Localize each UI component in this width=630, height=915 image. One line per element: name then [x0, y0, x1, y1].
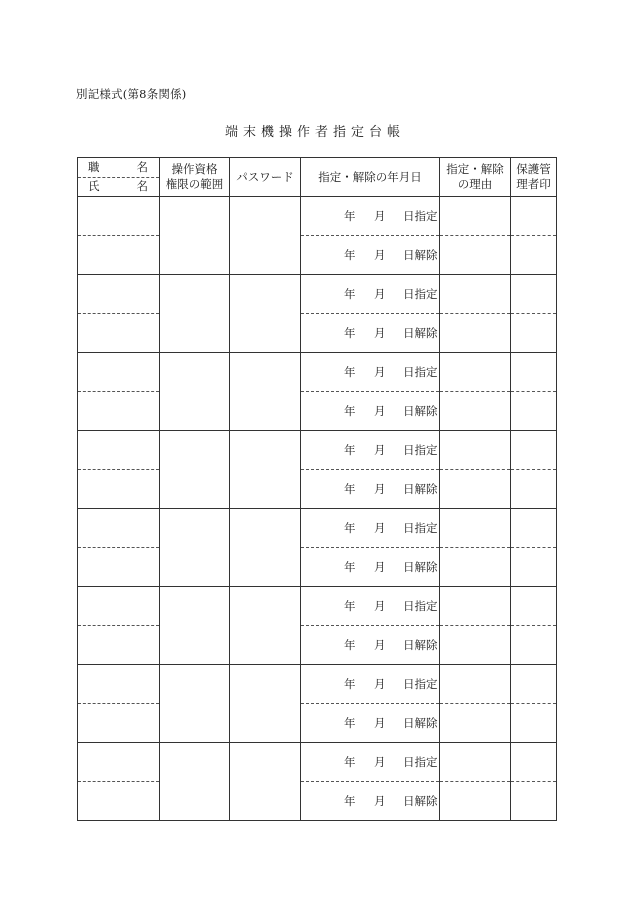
year-label: 年: [344, 482, 356, 496]
year-label: 年: [344, 599, 356, 613]
release-reason-cell[interactable]: [440, 314, 511, 353]
month-label: 月: [374, 521, 386, 535]
designate-day-label: 日指定: [403, 599, 438, 613]
year-label: 年: [344, 716, 356, 730]
password-cell[interactable]: [230, 431, 301, 509]
year-label: 年: [344, 755, 356, 769]
job-title-cell[interactable]: [78, 431, 160, 470]
name-cell[interactable]: [78, 314, 160, 353]
operation-qualification-cell[interactable]: [160, 743, 230, 821]
designate-date-cell[interactable]: [301, 509, 440, 548]
release-day-label: 日解除: [403, 638, 438, 652]
release-seal-cell[interactable]: [511, 392, 557, 431]
form-reference: 別記様式(第8条関係): [76, 87, 187, 101]
release-day-label: 日解除: [403, 404, 438, 418]
designate-seal-cell[interactable]: [511, 587, 557, 626]
release-seal-cell[interactable]: [511, 626, 557, 665]
entry-row-release: [78, 782, 557, 821]
release-seal-cell[interactable]: [511, 704, 557, 743]
year-label: 年: [344, 287, 356, 301]
designate-date-cell[interactable]: [301, 431, 440, 470]
header-reason-line2: の理由: [457, 177, 493, 191]
month-label: 月: [374, 560, 386, 574]
entry-row-release: [78, 236, 557, 275]
job-title-cell[interactable]: [78, 665, 160, 704]
job-title-cell[interactable]: [78, 587, 160, 626]
password-cell[interactable]: [230, 353, 301, 431]
release-reason-cell[interactable]: [440, 392, 511, 431]
operator-ledger-table: [77, 157, 557, 821]
designate-reason-cell[interactable]: [440, 275, 511, 314]
header-reason: [440, 158, 511, 197]
release-date-cell[interactable]: [301, 548, 440, 587]
year-label: 年: [344, 365, 356, 379]
month-label: 月: [374, 716, 386, 730]
name-cell[interactable]: [78, 548, 160, 587]
month-label: 月: [374, 326, 386, 340]
operation-qualification-cell[interactable]: [160, 665, 230, 743]
operation-qualification-cell[interactable]: [160, 587, 230, 665]
year-label: 年: [344, 404, 356, 418]
header-manager-seal-line2: 理者印: [516, 177, 551, 191]
entry-row-designate: [78, 743, 557, 782]
entry-row-release: [78, 704, 557, 743]
entry-row-release: [78, 392, 557, 431]
release-day-label: 日解除: [403, 716, 438, 730]
designate-reason-cell[interactable]: [440, 431, 511, 470]
header-manager-seal: [511, 158, 557, 197]
release-day-label: 日解除: [403, 482, 438, 496]
release-day-label: 日解除: [403, 794, 438, 808]
month-label: 月: [374, 365, 386, 379]
header-date: [301, 158, 440, 197]
release-seal-cell[interactable]: [511, 314, 557, 353]
release-reason-cell[interactable]: [440, 704, 511, 743]
entry-row-designate: [78, 587, 557, 626]
month-label: 月: [374, 443, 386, 457]
name-cell[interactable]: [78, 782, 160, 821]
header-name-char1: 氏: [88, 179, 100, 194]
entry-row-designate: [78, 275, 557, 314]
year-label: 年: [344, 521, 356, 535]
designate-date-cell[interactable]: [301, 275, 440, 314]
password-cell[interactable]: [230, 665, 301, 743]
name-cell[interactable]: [78, 236, 160, 275]
designate-reason-cell[interactable]: [440, 197, 511, 236]
entry-row-release: [78, 548, 557, 587]
name-cell[interactable]: [78, 392, 160, 431]
month-label: 月: [374, 404, 386, 418]
operation-qualification-cell[interactable]: [160, 509, 230, 587]
designate-reason-cell[interactable]: [440, 353, 511, 392]
month-label: 月: [374, 482, 386, 496]
header-job-name: [78, 158, 160, 197]
release-seal-cell[interactable]: [511, 548, 557, 587]
entry-row-designate: [78, 665, 557, 704]
release-day-label: 日解除: [403, 326, 438, 340]
designate-reason-cell[interactable]: [440, 587, 511, 626]
designate-seal-cell[interactable]: [511, 743, 557, 782]
job-title-cell[interactable]: [78, 275, 160, 314]
operation-qualification-cell[interactable]: [160, 431, 230, 509]
designate-day-label: 日指定: [403, 365, 438, 379]
release-date-cell[interactable]: [301, 392, 440, 431]
year-label: 年: [344, 677, 356, 691]
header-manager-seal-line1: 保護管: [516, 162, 551, 176]
job-title-cell[interactable]: [78, 509, 160, 548]
entry-row-designate: [78, 431, 557, 470]
release-seal-cell[interactable]: [511, 470, 557, 509]
release-date-cell[interactable]: [301, 704, 440, 743]
month-label: 月: [374, 755, 386, 769]
release-day-label: 日解除: [403, 248, 438, 262]
entry-row-release: [78, 626, 557, 665]
header-reason-line1: 指定・解除: [446, 162, 504, 176]
header-date-label: 指定・解除の年月日: [318, 169, 422, 184]
password-cell[interactable]: [230, 587, 301, 665]
year-label: 年: [344, 443, 356, 457]
year-label: 年: [344, 326, 356, 340]
release-reason-cell[interactable]: [440, 626, 511, 665]
release-date-cell[interactable]: [301, 314, 440, 353]
designate-day-label: 日指定: [403, 521, 438, 535]
password-cell[interactable]: [230, 197, 301, 275]
release-reason-cell[interactable]: [440, 782, 511, 821]
month-label: 月: [374, 677, 386, 691]
designate-reason-cell[interactable]: [440, 743, 511, 782]
designate-day-label: 日指定: [403, 677, 438, 691]
entry-row-release: [78, 314, 557, 353]
entry-row-designate: [78, 197, 557, 236]
release-date-cell[interactable]: [301, 470, 440, 509]
release-seal-cell[interactable]: [511, 236, 557, 275]
name-cell[interactable]: [78, 470, 160, 509]
header-operation-qualification-line2: 権限の範囲: [165, 177, 224, 191]
designate-seal-cell[interactable]: [511, 509, 557, 548]
operation-qualification-cell[interactable]: [160, 197, 230, 275]
year-label: 年: [344, 560, 356, 574]
ledger-body: [78, 197, 557, 821]
month-label: 月: [374, 794, 386, 808]
designate-reason-cell[interactable]: [440, 665, 511, 704]
designate-date-cell[interactable]: [301, 743, 440, 782]
designate-date-cell[interactable]: [301, 353, 440, 392]
header-operation-qualification: [160, 158, 230, 197]
page-title: 端末機操作者指定台帳: [224, 125, 405, 140]
designate-day-label: 日指定: [403, 755, 438, 769]
release-reason-cell[interactable]: [440, 548, 511, 587]
designate-seal-cell[interactable]: [511, 665, 557, 704]
designate-day-label: 日指定: [403, 209, 438, 223]
header-row: [78, 158, 557, 197]
release-reason-cell[interactable]: [440, 470, 511, 509]
release-date-cell[interactable]: [301, 626, 440, 665]
name-cell[interactable]: [78, 626, 160, 665]
year-label: 年: [344, 209, 356, 223]
designate-reason-cell[interactable]: [440, 509, 511, 548]
designate-seal-cell[interactable]: [511, 431, 557, 470]
release-date-cell[interactable]: [301, 782, 440, 821]
header-password-label: パスワード: [236, 169, 294, 184]
release-day-label: 日解除: [403, 560, 438, 574]
year-label: 年: [344, 248, 356, 262]
entry-row-designate: [78, 509, 557, 548]
designate-seal-cell[interactable]: [511, 197, 557, 236]
release-seal-cell[interactable]: [511, 782, 557, 821]
designate-date-cell[interactable]: [301, 665, 440, 704]
entry-row-designate: [78, 353, 557, 392]
month-label: 月: [374, 209, 386, 223]
header-job-title-char2: 名: [136, 159, 148, 174]
password-cell[interactable]: [230, 509, 301, 587]
job-title-cell[interactable]: [78, 197, 160, 236]
release-reason-cell[interactable]: [440, 236, 511, 275]
header-job-title-char1: 職: [88, 159, 100, 174]
year-label: 年: [344, 638, 356, 652]
operation-qualification-cell[interactable]: [160, 275, 230, 353]
job-title-cell[interactable]: [78, 743, 160, 782]
job-title-cell[interactable]: [78, 353, 160, 392]
header-operation-qualification-line1: 操作資格: [171, 162, 218, 176]
designate-day-label: 日指定: [403, 287, 438, 301]
header-password: [230, 158, 301, 197]
password-cell[interactable]: [230, 743, 301, 821]
designate-day-label: 日指定: [403, 443, 438, 457]
password-cell[interactable]: [230, 275, 301, 353]
header-name-char2: 名: [136, 179, 148, 194]
designate-seal-cell[interactable]: [511, 275, 557, 314]
entry-row-release: [78, 470, 557, 509]
month-label: 月: [374, 287, 386, 301]
name-cell[interactable]: [78, 704, 160, 743]
month-label: 月: [374, 599, 386, 613]
release-date-cell[interactable]: [301, 236, 440, 275]
designate-date-cell[interactable]: [301, 587, 440, 626]
year-label: 年: [344, 794, 356, 808]
month-label: 月: [374, 248, 386, 262]
month-label: 月: [374, 638, 386, 652]
designate-date-cell[interactable]: [301, 197, 440, 236]
designate-seal-cell[interactable]: [511, 353, 557, 392]
operation-qualification-cell[interactable]: [160, 353, 230, 431]
